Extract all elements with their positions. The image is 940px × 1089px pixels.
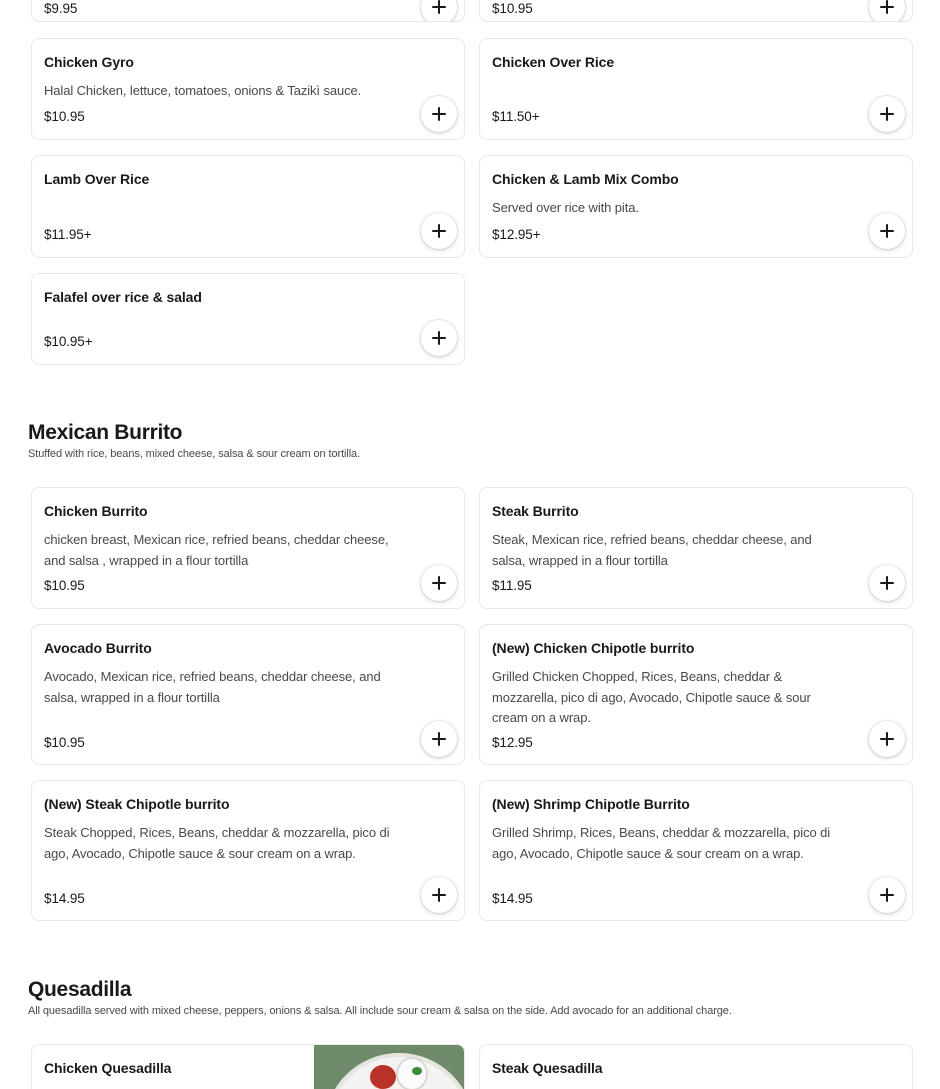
item-name: Avocado Burrito: [44, 640, 152, 656]
menu-grid-section-1: [31, 38, 913, 365]
item-name: (New) Steak Chipotle burrito: [44, 796, 230, 812]
item-description: Halal Chicken, lettuce, tomatoes, onions & Tazikì sauce.: [44, 83, 362, 98]
add-item-button[interactable]: [869, 565, 905, 601]
item-name: Chicken Quesadilla: [44, 1060, 172, 1076]
salsa-graphic: [370, 1065, 396, 1089]
item-description: Steak Chopped, Rices, Beans, cheddar & mozzarella, pico di ago, Avocado, Chipotle sauce & sour cream on a wrap.: [44, 825, 390, 861]
menu-item-card[interactable]: [479, 487, 913, 609]
item-price: $12.95: [492, 735, 533, 750]
add-item-button[interactable]: [421, 213, 457, 249]
partial-top-row: [31, 0, 913, 22]
menu-item-card[interactable]: [31, 155, 465, 258]
section-subtitle-burrito: Stuffed with rice, beans, mixed cheese, salsa & sour cream on tortilla.: [28, 448, 361, 460]
plus-icon: [879, 0, 895, 15]
item-price: $10.95+: [44, 334, 93, 349]
item-price: $11.95: [492, 578, 532, 593]
plus-icon: [431, 106, 447, 122]
item-description: chicken breast, Mexican rice, refried beans, cheddar cheese, and salsa , wrapped in a flour tortilla: [44, 532, 389, 568]
section-title-quesadilla: Quesadilla: [28, 978, 132, 1001]
item-price: $10.95: [44, 735, 85, 750]
add-item-button[interactable]: [421, 320, 457, 356]
menu-item-card[interactable]: [479, 1044, 913, 1089]
menu-item-card[interactable]: [31, 273, 465, 365]
plus-icon: [879, 887, 895, 903]
menu-item-card[interactable]: [31, 38, 465, 140]
item-name: Steak Burrito: [492, 503, 579, 519]
item-name: Chicken & Lamb Mix Combo: [492, 171, 679, 187]
plus-icon: [431, 0, 447, 15]
item-price: $14.95: [492, 891, 533, 906]
plus-icon: [431, 575, 447, 591]
section-title-burrito: Mexican Burrito: [28, 421, 183, 444]
plus-icon: [431, 731, 447, 747]
item-name: Chicken Burrito: [44, 503, 148, 519]
item-name: (New) Chicken Chipotle burrito: [492, 640, 695, 656]
item-name: Steak Quesadilla: [492, 1060, 603, 1076]
add-item-button[interactable]: [869, 96, 905, 132]
section-subtitle-quesadilla: All quesadilla served with mixed cheese, peppers, onions & salsa. All include sour cream & salsa on the side. Add avocado for an additional charge.: [28, 1005, 732, 1017]
menu-item-card[interactable]: [479, 780, 913, 921]
add-item-button[interactable]: [869, 0, 905, 22]
add-item-button[interactable]: [869, 213, 905, 249]
item-name: (New) Shrimp Chipotle Burrito: [492, 796, 690, 812]
menu-item-card[interactable]: [479, 0, 913, 22]
add-item-button[interactable]: [421, 96, 457, 132]
item-price: $10.95: [492, 1, 533, 16]
menu-item-card[interactable]: [31, 1044, 465, 1089]
item-price: $10.95: [44, 578, 85, 593]
plus-icon: [879, 731, 895, 747]
plus-icon: [431, 887, 447, 903]
garnish-graphic: [412, 1067, 422, 1075]
item-name: Chicken Gyro: [44, 54, 134, 70]
item-description: Served over rice with pita.: [492, 200, 639, 215]
menu-item-card[interactable]: [31, 0, 465, 22]
menu-item-card[interactable]: [479, 624, 913, 765]
item-name: Lamb Over Rice: [44, 171, 150, 187]
add-item-button[interactable]: [869, 877, 905, 913]
add-item-button[interactable]: [421, 0, 457, 22]
item-price: $11.95+: [44, 227, 92, 242]
menu-grid-burrito: [31, 487, 913, 921]
menu-item-card[interactable]: [31, 780, 465, 921]
item-name: Chicken Over Rice: [492, 54, 615, 70]
add-item-button[interactable]: [421, 721, 457, 757]
item-description: Steak, Mexican rice, refried beans, cheddar cheese, and salsa, wrapped in a flour tortilla: [492, 532, 812, 568]
item-description: Avocado, Mexican rice, refried beans, cheddar cheese, and salsa, wrapped in a flour tortilla: [44, 669, 381, 705]
plus-icon: [879, 223, 895, 239]
item-price: $12.95+: [492, 227, 541, 242]
add-item-button[interactable]: [869, 721, 905, 757]
item-photo: [314, 1045, 464, 1089]
menu-item-card[interactable]: [31, 624, 465, 765]
add-item-button[interactable]: [421, 877, 457, 913]
item-description: Grilled Shrimp, Rices, Beans, cheddar & mozzarella, pico di ago, Avocado, Chipotle sauce & sour cream on a wrap.: [492, 825, 831, 861]
plus-icon: [431, 330, 447, 346]
sour-cream-graphic: [398, 1059, 426, 1089]
item-price: $11.50+: [492, 109, 540, 124]
item-description: Grilled Chicken Chopped, Rices, Beans, cheddar & mozzarella, pico di ago, Avocado, Chipotle sauce & sour cream on a wrap.: [492, 669, 811, 725]
item-price: $14.95: [44, 891, 85, 906]
menu-grid-quesadilla: [31, 1044, 913, 1089]
menu-item-card[interactable]: [479, 155, 913, 258]
menu-item-card[interactable]: [479, 38, 913, 140]
item-price: $9.95: [44, 1, 78, 16]
plus-icon: [431, 223, 447, 239]
menu-item-card[interactable]: [31, 487, 465, 609]
plus-icon: [879, 106, 895, 122]
item-price: $10.95: [44, 109, 85, 124]
plus-icon: [879, 575, 895, 591]
item-name: Falafel over rice & salad: [44, 289, 202, 305]
add-item-button[interactable]: [421, 565, 457, 601]
